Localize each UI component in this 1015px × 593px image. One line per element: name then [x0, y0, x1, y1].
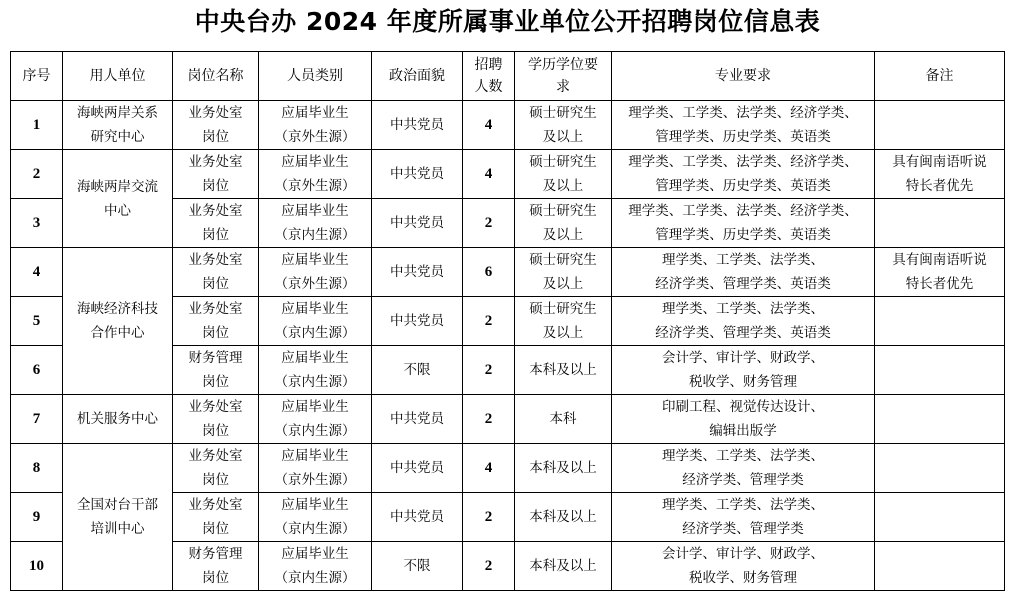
- page-title: 中央台办 2024 年度所属事业单位公开招聘岗位信息表: [194, 7, 821, 36]
- cell-unit: 机关服务中心: [63, 395, 173, 444]
- cell-remark: 具有闽南语听说 特长者优先: [875, 248, 1005, 297]
- recruitment-table: [10, 51, 1005, 591]
- cell-degree: 硕士研究生 及以上: [515, 297, 612, 346]
- table-row: [11, 444, 1005, 493]
- cell-remark: [875, 444, 1005, 493]
- cell-political: 不限: [372, 346, 463, 395]
- cell-seq: 7: [11, 395, 63, 444]
- cell-political: 中共党员: [372, 248, 463, 297]
- cell-major: 理学类、工学类、法学类、经济学类、 管理学类、历史学类、英语类: [612, 150, 875, 199]
- col-header-count: 招聘 人数: [463, 52, 515, 101]
- cell-seq: 8: [11, 444, 63, 493]
- cell-count: 2: [463, 199, 515, 248]
- cell-seq: 10: [11, 542, 63, 591]
- cell-political: 中共党员: [372, 493, 463, 542]
- cell-unit: 全国对台干部 培训中心: [63, 444, 173, 591]
- cell-category: 应届毕业生 （京内生源）: [259, 542, 372, 591]
- cell-post: 财务管理 岗位: [173, 346, 259, 395]
- cell-category: 应届毕业生 （京内生源）: [259, 493, 372, 542]
- cell-major: 理学类、工学类、法学类、经济学类、 管理学类、历史学类、英语类: [612, 199, 875, 248]
- col-header-major: 专业要求: [612, 52, 875, 101]
- cell-major: 理学类、工学类、法学类、经济学类、 管理学类、历史学类、英语类: [612, 101, 875, 150]
- cell-count: 2: [463, 493, 515, 542]
- cell-major: 会计学、审计学、财政学、 税收学、财务管理: [612, 542, 875, 591]
- cell-category: 应届毕业生 （京内生源）: [259, 346, 372, 395]
- cell-category: 应届毕业生 （京外生源）: [259, 248, 372, 297]
- cell-count: 2: [463, 395, 515, 444]
- col-header-category: 人员类别: [259, 52, 372, 101]
- cell-political: 中共党员: [372, 395, 463, 444]
- cell-seq: 2: [11, 150, 63, 199]
- cell-seq: 4: [11, 248, 63, 297]
- cell-degree: 硕士研究生 及以上: [515, 150, 612, 199]
- cell-remark: [875, 542, 1005, 591]
- table-header-row: [11, 52, 1005, 101]
- col-header-political: 政治面貌: [372, 52, 463, 101]
- cell-unit: 海峡经济科技 合作中心: [63, 248, 173, 395]
- cell-category: 应届毕业生 （京内生源）: [259, 199, 372, 248]
- cell-major: 理学类、工学类、法学类、 经济学类、管理学类、英语类: [612, 248, 875, 297]
- cell-unit: 海峡两岸交流 中心: [63, 150, 173, 248]
- cell-political: 中共党员: [372, 444, 463, 493]
- cell-seq: 1: [11, 101, 63, 150]
- table-row: [11, 101, 1005, 150]
- cell-remark: [875, 101, 1005, 150]
- cell-remark: [875, 493, 1005, 542]
- cell-category: 应届毕业生 （京外生源）: [259, 150, 372, 199]
- col-header-seq: 序号: [11, 52, 63, 101]
- cell-post: 业务处室 岗位: [173, 248, 259, 297]
- cell-count: 2: [463, 297, 515, 346]
- cell-category: 应届毕业生 （京外生源）: [259, 444, 372, 493]
- cell-unit: 海峡两岸关系 研究中心: [63, 101, 173, 150]
- table-row: [11, 395, 1005, 444]
- table-row: [11, 150, 1005, 199]
- col-header-post: 岗位名称: [173, 52, 259, 101]
- col-header-remark: 备注: [875, 52, 1005, 101]
- cell-count: 4: [463, 101, 515, 150]
- cell-seq: 6: [11, 346, 63, 395]
- cell-major: 会计学、审计学、财政学、 税收学、财务管理: [612, 346, 875, 395]
- cell-post: 业务处室 岗位: [173, 150, 259, 199]
- cell-post: 业务处室 岗位: [173, 444, 259, 493]
- cell-major: 理学类、工学类、法学类、 经济学类、管理学类: [612, 444, 875, 493]
- cell-count: 4: [463, 444, 515, 493]
- cell-degree: 本科及以上: [515, 493, 612, 542]
- cell-post: 业务处室 岗位: [173, 199, 259, 248]
- cell-political: 中共党员: [372, 101, 463, 150]
- cell-major: 理学类、工学类、法学类、 经济学类、管理学类、英语类: [612, 297, 875, 346]
- cell-degree: 本科: [515, 395, 612, 444]
- cell-remark: [875, 297, 1005, 346]
- cell-political: 中共党员: [372, 150, 463, 199]
- cell-category: 应届毕业生 （京内生源）: [259, 297, 372, 346]
- cell-count: 6: [463, 248, 515, 297]
- cell-political: 中共党员: [372, 199, 463, 248]
- cell-count: 2: [463, 542, 515, 591]
- cell-post: 业务处室 岗位: [173, 395, 259, 444]
- cell-post: 业务处室 岗位: [173, 101, 259, 150]
- cell-post: 业务处室 岗位: [173, 493, 259, 542]
- cell-degree: 本科及以上: [515, 346, 612, 395]
- cell-remark: 具有闽南语听说 特长者优先: [875, 150, 1005, 199]
- cell-political: 不限: [372, 542, 463, 591]
- cell-degree: 本科及以上: [515, 444, 612, 493]
- cell-count: 4: [463, 150, 515, 199]
- col-header-degree: 学历学位要 求: [515, 52, 612, 101]
- cell-post: 业务处室 岗位: [173, 297, 259, 346]
- col-header-unit: 用人单位: [63, 52, 173, 101]
- cell-degree: 硕士研究生 及以上: [515, 248, 612, 297]
- cell-political: 中共党员: [372, 297, 463, 346]
- cell-count: 2: [463, 346, 515, 395]
- cell-degree: 本科及以上: [515, 542, 612, 591]
- cell-seq: 3: [11, 199, 63, 248]
- cell-remark: [875, 395, 1005, 444]
- cell-remark: [875, 199, 1005, 248]
- cell-category: 应届毕业生 （京内生源）: [259, 395, 372, 444]
- cell-degree: 硕士研究生 及以上: [515, 199, 612, 248]
- cell-remark: [875, 346, 1005, 395]
- cell-category: 应届毕业生 （京外生源）: [259, 101, 372, 150]
- cell-seq: 9: [11, 493, 63, 542]
- cell-post: 财务管理 岗位: [173, 542, 259, 591]
- cell-seq: 5: [11, 297, 63, 346]
- cell-major: 印刷工程、视觉传达设计、 编辑出版学: [612, 395, 875, 444]
- cell-degree: 硕士研究生 及以上: [515, 101, 612, 150]
- cell-major: 理学类、工学类、法学类、 经济学类、管理学类: [612, 493, 875, 542]
- table-row: [11, 248, 1005, 297]
